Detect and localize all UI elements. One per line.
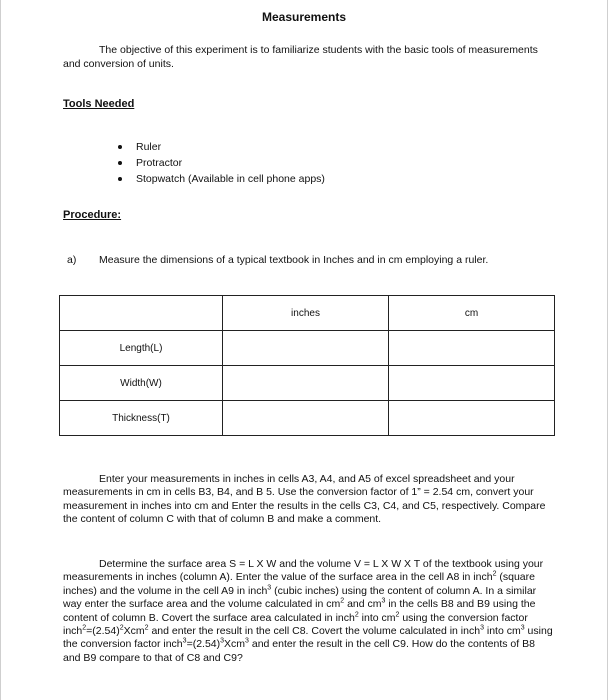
paragraph-text: using the conversion factor inch [63,625,553,651]
bullet-icon [118,177,122,181]
paragraph-text: using the conversion factor inch [63,611,528,638]
superscript: 3 [520,624,525,632]
paragraph-text: and cm [344,598,382,611]
list-item [118,172,325,188]
superscript: 3 [267,584,272,592]
superscript: 3 [220,637,225,645]
tools-list [118,140,325,188]
paragraph-text: and enter the result in the cell C8. Covert the volume calculated in inch [148,625,481,638]
paragraph-text: =(2.54) [86,625,120,638]
measurement-table [59,295,555,436]
table-row [60,366,555,401]
paragraph-text: and enter the result in the cell C9. How do the contents of B8 and B9 compare to that of C8 and C9? [63,638,535,664]
row-label: Length(L) [60,331,223,366]
bullet-icon [118,145,122,149]
paragraph-text: into cm [358,611,396,624]
table-cell[interactable] [223,366,389,401]
list-item [118,156,325,172]
paragraph-text: Enter your measurements in inches in cells A3, A4, and A5 of excel spreadsheet and your measurements in cm in cells B3, B4, and B 5. Use the conversion factor of 1” = 2.54 cm, convert your measurement in inches into cm and Enter the results in the cells C3, C4, and C5, respectively. Compare the content of column C with that of column B and make a comment. [63,473,546,526]
step-a [67,254,587,266]
bullet-icon [118,161,122,165]
table-cell[interactable] [223,331,389,366]
table-header-cell: inches [223,296,389,331]
superscript: 2 [119,624,124,632]
table-row [60,296,555,331]
list-item [118,140,325,156]
table-header-cell [60,296,223,331]
tool-label: Stopwatch (Available in cell phone apps) [136,173,325,185]
paragraph-text: (square inches) and the volume in the cell A9 in inch [63,571,535,597]
table-header-cell: cm [389,296,555,331]
tool-label: Protractor [136,157,183,169]
document-title: Measurements [261,10,347,24]
paragraph-text: Xcm [123,625,145,638]
procedure-heading: Procedure: [63,209,122,221]
superscript: 2 [354,611,359,619]
superscript: 2 [395,611,400,619]
superscript: 3 [381,597,386,605]
tools-heading: Tools Needed [63,98,135,110]
row-label: Thickness(T) [60,401,223,436]
instruction-paragraph-2 [63,558,553,665]
table-cell[interactable] [223,401,389,436]
table-row [60,331,555,366]
superscript: 2 [144,624,149,632]
paragraph-text: Xcm [224,638,246,651]
table-row [60,401,555,436]
table-cell[interactable] [389,331,555,366]
paragraph-text: Determine the surface area S = L X W and the volume V = L X W X T of the textbook using your measurements in inches (column A). Enter the value of the surface area in the cell A8 in inch [63,558,544,584]
objective-text: The objective of this experiment is to familiarize students with the basic tools of measurements and conversion of units. [63,44,538,70]
paragraph-text: in the cells B8 and B9 using the content of column B. Covert the surface area calculated in inch [63,598,536,624]
step-marker: a) [67,254,77,266]
table-cell[interactable] [389,366,555,401]
superscript: 3 [182,637,187,645]
paragraph-text: (cubic inches) using the content of column A. In a similar way enter the surface area and the volume calculated in cm [63,584,537,611]
paragraph-text: =(2.54) [186,638,221,651]
instruction-paragraph-1 [63,473,553,527]
objective-paragraph [63,43,553,71]
row-label: Width(W) [60,366,223,401]
tool-label: Ruler [136,141,162,153]
superscript: 2 [340,597,345,605]
page-edge-left [0,0,1,700]
paragraph-text: into cm [483,625,521,638]
superscript: 3 [245,637,249,645]
table-cell[interactable] [389,401,555,436]
superscript: 2 [492,570,497,578]
superscript: 2 [82,624,87,632]
superscript: 3 [480,624,484,632]
step-text: Measure the dimensions of a typical textbook in Inches and in cm employing a ruler. [99,254,489,266]
